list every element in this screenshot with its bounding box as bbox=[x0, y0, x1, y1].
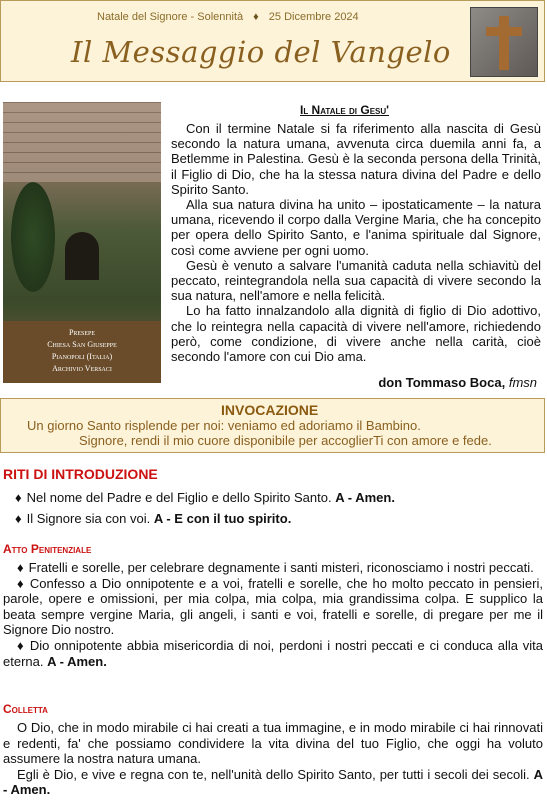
rite-text: Nel nome del Padre e del Figlio e dello Spirito Santo. bbox=[26, 490, 332, 505]
article-paragraph: Con il termine Natale si fa riferimento alla nascita di Gesù secondo la natura umana, avvenuta circa duemila anni fa, a Betlemme in Palestina. Gesù è la seconda persona della Trinità, il Figlio di Dio, che ha la stessa natura divina del Padre e dello Spirito Santo. bbox=[171, 121, 541, 197]
rite-text: Il Signore sia con voi. bbox=[26, 511, 151, 526]
cross-image bbox=[470, 7, 538, 77]
invocazione-title: INVOCAZIONE bbox=[221, 402, 319, 418]
brick-wall bbox=[3, 102, 161, 182]
caption-line: Presepe bbox=[68, 328, 96, 337]
article-paragraph: Alla sua natura divina ha unito – ipostaticamente – la natura umana, ricevendo il corpo dalla Vergine Maria, che ha concepito per opera dello Spirito Santo, e l'anima spirituale dal Signore, così come avviene per ogni uomo. bbox=[171, 197, 541, 258]
author-name: don Tommaso Boca, bbox=[378, 375, 506, 390]
feast-date: 25 Dicembre 2024 bbox=[268, 11, 359, 23]
atto-paragraph: ♦ Confesso a Dio onnipotente e a voi, fratelli e sorelle, che ho molto peccato in pensieri, parole, opere e omissioni, per mia colpa, mia colpa, mia grandissima colpa. E supplico la beata sempre vergine Maria, gli angeli, i santi e voi, fratelli e sorelle, di pregare per me il Signore Dio nostro. bbox=[3, 576, 543, 638]
atto-paragraph bbox=[3, 638, 543, 669]
atto-text: Dio onnipotente abbia misericordia di noi, perdoni i nostri peccati e ci conduca alla vita eterna. bbox=[3, 637, 543, 669]
header-banner bbox=[0, 0, 545, 82]
feast-name: Natale del Signore - Solennità bbox=[97, 11, 244, 23]
atto-paragraph: ♦ Fratelli e sorelle, per celebrare degnamente i santi misteri, riconosciamo i nostri peccati. bbox=[3, 560, 543, 576]
colletta-body bbox=[3, 720, 543, 798]
section-title: Atto Penitenziale bbox=[3, 542, 92, 556]
photo-caption bbox=[3, 321, 161, 383]
author-signature bbox=[378, 375, 537, 390]
header-subtitle bbox=[97, 11, 359, 23]
response: A - Amen. bbox=[3, 766, 543, 798]
rite-line bbox=[3, 487, 543, 508]
section-title: Colletta bbox=[3, 702, 48, 716]
article-title: Il Natale di Gesu' bbox=[300, 103, 390, 117]
riti-body bbox=[3, 487, 543, 529]
caption-line: Archivio Versaci bbox=[52, 364, 112, 373]
colletta-text: Egli è Dio, e vive e regna con te, nell'unità dello Spirito Santo, per tutti i secoli dei secoli. bbox=[17, 766, 530, 782]
diamond-icon: ♦ bbox=[253, 11, 259, 23]
colletta-paragraph bbox=[3, 767, 543, 798]
cross-horizontal-beam bbox=[486, 27, 522, 36]
response: A - E con il tuo spirito. bbox=[153, 511, 292, 526]
caption-line: Pianopoli (Italia) bbox=[51, 352, 113, 361]
page-title: Il Messaggio del Vangelo bbox=[71, 35, 451, 69]
article-body bbox=[171, 121, 541, 364]
rite-line bbox=[3, 508, 543, 529]
tree-shape bbox=[11, 182, 55, 292]
response: A - Amen. bbox=[335, 490, 395, 505]
atto-body bbox=[3, 560, 543, 669]
caption-line: Chiesa San Giuseppe bbox=[47, 340, 117, 349]
invocazione-line: Signore, rendi il mio cuore disponibile per accoglierTi con amore e fede. bbox=[79, 433, 492, 448]
colletta-paragraph: O Dio, che in modo mirabile ci hai creati a tua immagine, e in modo mirabile ci hai rinnovati e redenti, fa' che possiamo condividere la vita divina del tuo Figlio, che oggi ha voluto assumere la nostra natura umana. bbox=[3, 720, 543, 767]
invocazione-box bbox=[0, 398, 545, 453]
response: A - Amen. bbox=[47, 653, 107, 669]
cross-vertical-beam bbox=[499, 16, 509, 70]
nativity-photo bbox=[3, 102, 161, 383]
author-order: fmsn bbox=[508, 375, 537, 390]
invocazione-line: Un giorno Santo risplende per noi: veniamo ed adoriamo il Bambino. bbox=[27, 418, 421, 433]
article-paragraph: Lo ha fatto innalzandolo alla dignità di figlio di Dio adottivo, che lo reintegra nella capacità di vivere nell'amore, richiedendo però, come condizione, di vivere anche nella carità, cioè secondo l'amore con cui Dio ama. bbox=[171, 303, 541, 365]
section-title: RITI DI INTRODUZIONE bbox=[3, 466, 158, 482]
article-paragraph: Gesù è venuto a salvare l'umanità caduta nella schiavitù del peccato, reintegrandola nella sua capacità di vivere secondo la sua natura, nell'amore e nella felicità. bbox=[171, 257, 541, 304]
grotto-arch bbox=[65, 232, 99, 280]
